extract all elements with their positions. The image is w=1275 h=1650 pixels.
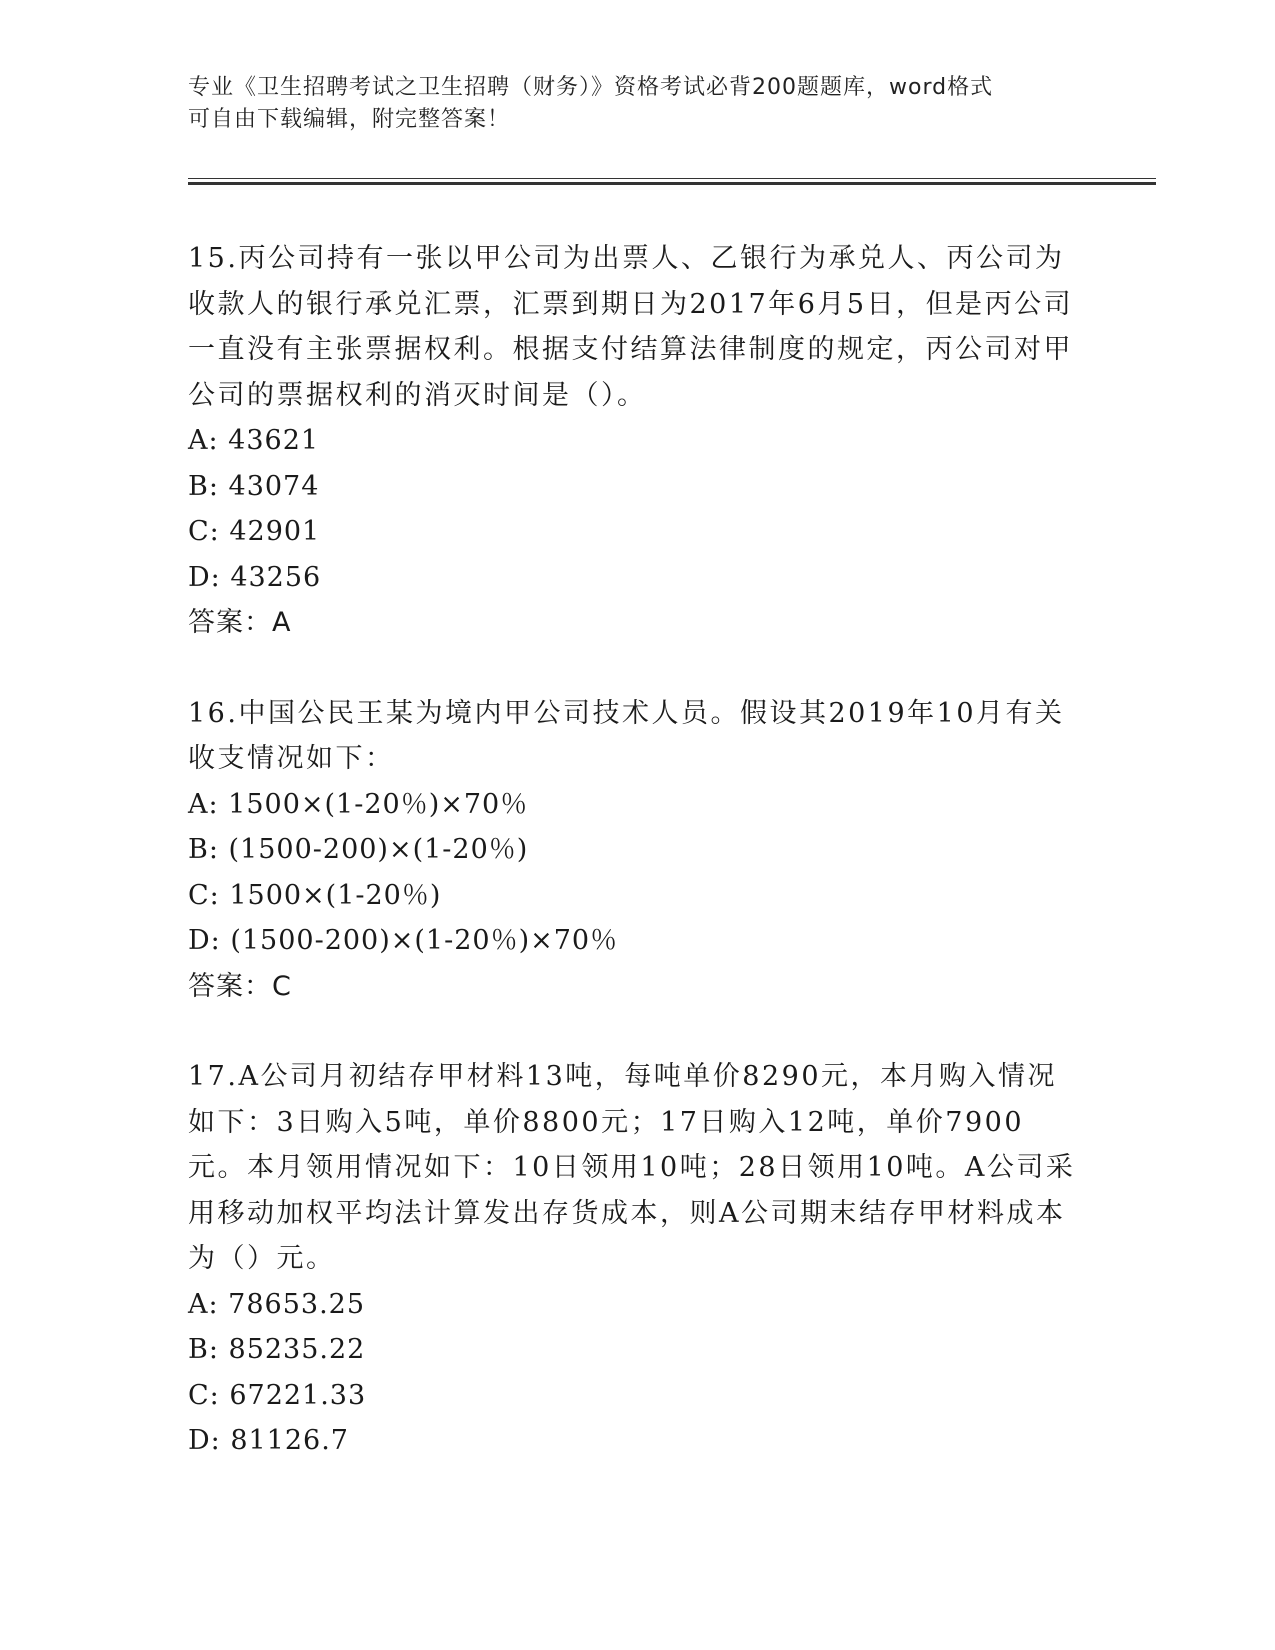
option-b: B: 43074 [188,470,320,502]
question-15 [188,236,1078,646]
answer-line: 答案：A [188,607,292,638]
option-b: B: (1500-200)×(1-20％) [188,834,529,865]
question-stem: 15.丙公司持有一张以甲公司为出票人、乙银行为承兑人、丙公司为收款人的银行承兑汇票，汇票到期日为2017年6月5日，但是丙公司一直没有主张票据权利。根据支付结算法律制度的规定，丙公司对甲公司的票据权利的消灭时间是（）。 [188,243,1074,411]
document-header [188,72,1068,136]
question-spacer [188,1009,1078,1054]
option-d: D: 43256 [188,561,322,593]
option-c: C: 67221.33 [188,1379,367,1411]
option-a: A: 1500×(1-20％)×70％ [188,788,529,820]
question-stem: 16.中国公民王某为境内甲公司技术人员。假设其2019年10月有关收支情况如下： [188,697,1065,774]
option-b: B: 85235.22 [188,1334,366,1365]
question-list [188,236,1078,1464]
question-spacer [188,646,1078,691]
option-a: A: 78653.25 [188,1288,366,1320]
header-divider-thick [188,182,1156,185]
header-title-line1: 专业《卫生招聘考试之卫生招聘（财务）》资格考试必背200题题库，word格式 [188,75,994,100]
header-divider-thin [188,178,1156,179]
option-c: C: 42901 [188,516,321,547]
question-16 [188,691,1078,1010]
option-c: C: 1500×(1-20％) [188,879,442,911]
option-d: D: (1500-200)×(1-20％)×70％ [188,925,619,956]
question-17 [188,1054,1078,1464]
header-title-line2: 可自由下载编辑，附完整答案！ [188,107,511,132]
option-a: A: 43621 [188,425,320,456]
answer-line: 答案：C [188,970,292,1002]
option-d: D: 81126.7 [188,1425,349,1456]
question-stem: 17.A公司月初结存甲材料13吨，每吨单价8290元，本月购入情况如下：3日购入5吨，单价8800元；17日购入12吨，单价7900元。本月领用情况如下：10日领用10吨；28日领用10吨。A公司采用移动加权平均法计算发出存货成本，则A公司期末结存甲材料成本为（）元。 [188,1061,1076,1274]
